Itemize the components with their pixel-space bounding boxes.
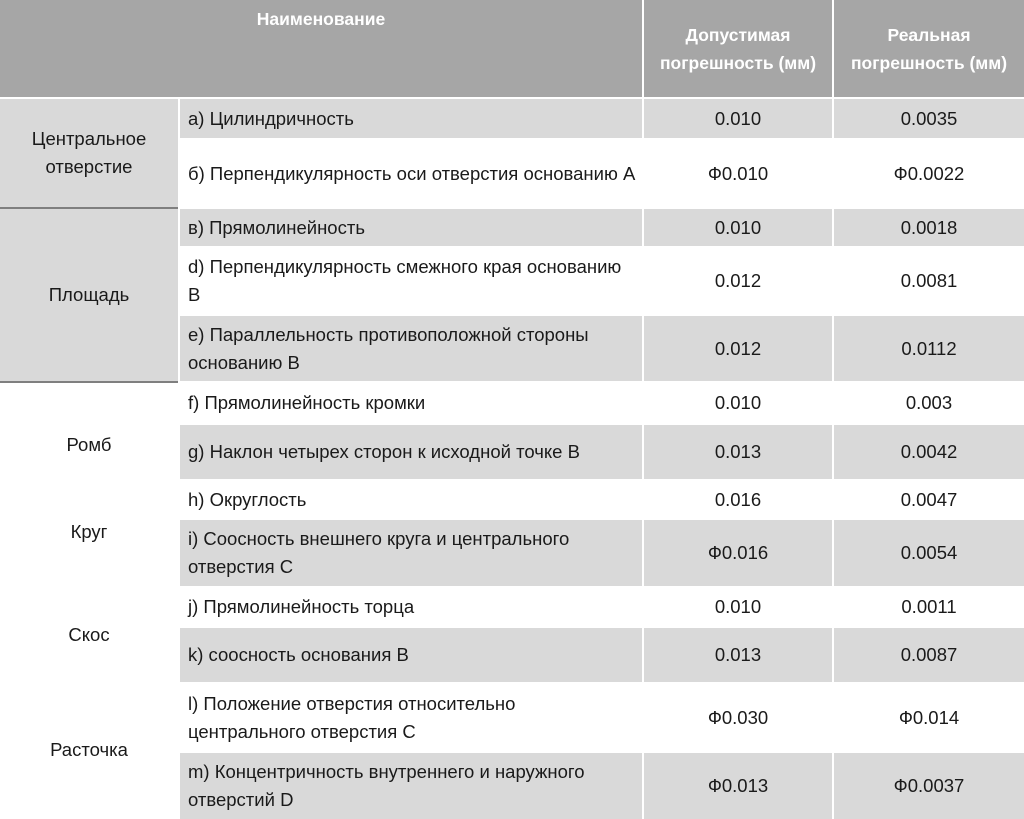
row-actual xyxy=(834,684,1024,751)
row-actual xyxy=(834,628,1024,682)
row-actual xyxy=(834,140,1024,207)
group-bevel xyxy=(0,603,178,667)
row-label-text: i) Соосность внешнего круга и центрального отверстия С xyxy=(188,528,570,577)
row-allowed-value: 0.016 xyxy=(714,488,762,510)
row-actual xyxy=(834,99,1024,138)
row-allowed-value: 0.010 xyxy=(714,107,762,129)
row-allowed-value: 0.010 xyxy=(714,596,762,617)
header-name xyxy=(0,0,642,97)
row-label-text: k) соосность основания В xyxy=(188,644,409,665)
row-label xyxy=(180,248,642,314)
group-circle xyxy=(0,500,178,564)
row-allowed-value: 0.013 xyxy=(714,441,762,462)
row-label-text: m) Концентричность внутреннего и наружного отверстий D xyxy=(188,761,585,810)
group-label: Скос xyxy=(68,624,110,645)
row-label xyxy=(180,209,642,246)
row-label-text: б) Перпендикулярность оси отверстия основанию А xyxy=(188,162,636,184)
row-actual xyxy=(834,753,1024,819)
row-allowed xyxy=(644,425,832,479)
row-actual-value: 0.0018 xyxy=(900,216,958,238)
row-allowed-value: Ф0.016 xyxy=(707,542,769,563)
row-label xyxy=(180,383,642,423)
row-actual xyxy=(834,520,1024,586)
row-actual-value: 0.0042 xyxy=(900,441,958,462)
row-label xyxy=(180,588,642,626)
row-label xyxy=(180,520,642,586)
row-actual xyxy=(834,588,1024,626)
header-allowed-label: Допустимая погрешность (мм) xyxy=(659,24,817,73)
header-actual xyxy=(834,0,1024,97)
row-actual xyxy=(834,383,1024,423)
row-actual-value: 0.0035 xyxy=(900,107,958,129)
row-allowed xyxy=(644,209,832,246)
row-label-text: d) Перпендикулярность смежного края основанию В xyxy=(188,256,622,305)
group-label: Ромб xyxy=(66,434,112,455)
row-allowed-value: 0.010 xyxy=(714,392,762,413)
row-allowed-value: 0.010 xyxy=(714,216,762,238)
row-label-text: l) Положение отверстия относительно центрального отверстия С xyxy=(188,692,516,742)
row-actual xyxy=(834,209,1024,246)
row-label xyxy=(180,99,642,138)
group-label: Расточка xyxy=(50,739,128,760)
row-label-text: f) Прямолинейность кромки xyxy=(188,392,426,413)
group-separator xyxy=(0,381,178,383)
group-label: Круг xyxy=(70,521,108,542)
row-allowed xyxy=(644,684,832,751)
row-allowed-value: 0.012 xyxy=(714,337,762,359)
row-actual-value: 0.0047 xyxy=(900,488,958,510)
row-actual xyxy=(834,316,1024,381)
row-allowed xyxy=(644,383,832,423)
header-name-label: Наименование xyxy=(256,9,386,29)
row-allowed xyxy=(644,99,832,138)
row-allowed-value: Ф0.013 xyxy=(707,775,769,796)
row-allowed-value: Ф0.030 xyxy=(707,706,769,728)
row-label xyxy=(180,628,642,682)
row-actual-value: Ф0.0037 xyxy=(893,775,965,796)
row-label-text: e) Параллельность противоположной стороны основанию В xyxy=(188,323,589,373)
row-actual-value: 0.003 xyxy=(905,392,953,413)
row-label-text: а) Цилиндричность xyxy=(188,107,354,129)
row-label xyxy=(180,753,642,819)
row-allowed-value: 0.012 xyxy=(714,270,762,291)
row-label xyxy=(180,481,642,518)
row-allowed xyxy=(644,628,832,682)
header-allowed xyxy=(644,0,832,97)
row-actual-value: 0.0087 xyxy=(900,644,958,665)
group-label: Площадь xyxy=(48,284,130,305)
row-actual xyxy=(834,248,1024,314)
row-actual xyxy=(834,425,1024,479)
group-area xyxy=(0,209,178,381)
row-actual-value: 0.0054 xyxy=(900,542,958,563)
row-label-text: h) Округлость xyxy=(188,488,307,510)
group-label: Центральное отверстие xyxy=(31,128,147,177)
row-allowed xyxy=(644,520,832,586)
header-actual-label: Реальная погрешность (мм) xyxy=(850,24,1008,73)
row-allowed xyxy=(644,316,832,381)
row-label-text: в) Прямолинейность xyxy=(188,216,365,238)
row-actual-value: 0.0112 xyxy=(901,337,957,359)
row-allowed xyxy=(644,140,832,207)
row-actual-value: 0.0081 xyxy=(900,270,958,291)
row-label xyxy=(180,140,642,207)
row-label-text: j) Прямолинейность торца xyxy=(188,596,415,617)
row-allowed xyxy=(644,753,832,819)
row-label xyxy=(180,316,642,381)
group-separator xyxy=(0,207,178,209)
group-boring xyxy=(0,718,178,782)
group-rhomb xyxy=(0,413,178,477)
row-allowed xyxy=(644,248,832,314)
row-allowed-value: Ф0.010 xyxy=(707,162,769,184)
group-central-hole xyxy=(0,99,178,207)
row-label-text: g) Наклон четырех сторон к исходной точке В xyxy=(188,441,580,462)
row-actual xyxy=(834,481,1024,518)
row-label xyxy=(180,425,642,479)
row-allowed xyxy=(644,588,832,626)
row-label xyxy=(180,684,642,751)
row-actual-value: Ф0.014 xyxy=(898,706,960,728)
row-allowed-value: 0.013 xyxy=(714,644,762,665)
row-allowed xyxy=(644,481,832,518)
row-actual-value: Ф0.0022 xyxy=(893,162,965,184)
row-actual-value: 0.0011 xyxy=(901,596,957,617)
